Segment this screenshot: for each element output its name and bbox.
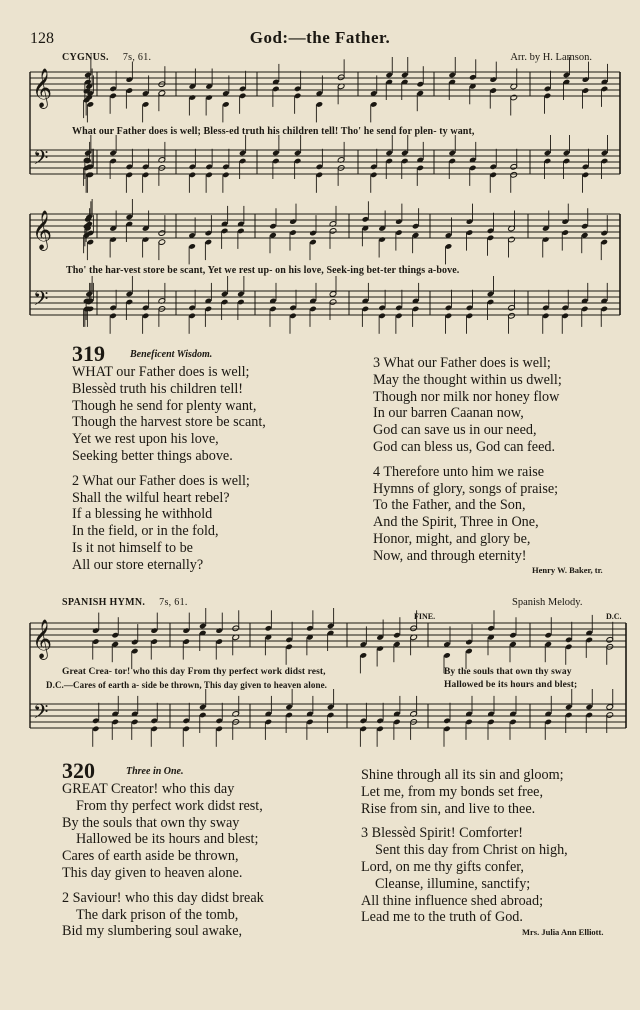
- verse-line: 3 What our Father does is well;: [373, 355, 551, 371]
- verse-line: Rise from sin, and live to thee.: [361, 800, 536, 817]
- verse-line: Honor, might, and glory be,: [373, 530, 531, 547]
- tune-arranger: Arr. by H. Lamson.: [510, 52, 592, 63]
- clef-icon: 𝄞: [32, 68, 53, 108]
- verse-line: Though the harvest store be scant,: [72, 414, 266, 431]
- hymn320-col1: [62, 781, 264, 940]
- hymn319-col2: [373, 355, 562, 565]
- clef-icon: 𝄢: [33, 146, 49, 174]
- tune2-lyrics-right1: By the souls that own thy sway: [444, 667, 572, 677]
- tune-source: Spanish Melody.: [512, 597, 583, 608]
- verse-line: All our store eternally?: [72, 556, 204, 573]
- verse-line: God can bless us, God can feed.: [373, 438, 556, 455]
- verse-line: Lead me to the truth of God.: [361, 909, 523, 926]
- verse-line: [62, 882, 264, 890]
- verse-line: The dark prison of the tomb,: [76, 906, 239, 923]
- hymn-title-320: Three in One.: [126, 766, 184, 777]
- tune-meter: 7s, 61.: [122, 52, 152, 63]
- clef-icon: 𝄢: [33, 287, 49, 315]
- page-number: 128: [30, 30, 54, 47]
- fine-mark: FINE.: [414, 612, 436, 621]
- verse-line: [373, 456, 562, 464]
- verse-line: Seeking better things above.: [72, 447, 233, 464]
- verse-line: All thine influence shed abroad;: [361, 892, 544, 909]
- hymn320-author: Mrs. Julia Ann Elliott.: [522, 927, 604, 937]
- hymn-number-319: 319: [72, 341, 105, 366]
- verse-line: Lord, on me thy gifts confer,: [361, 858, 524, 875]
- verse-line: And the Spirit, Three in One,: [373, 514, 539, 531]
- clef-icon: 𝄞: [32, 619, 53, 659]
- verse-line: This day given to heaven alone.: [62, 864, 243, 881]
- verse-line: WHAT our Father does is well;: [72, 364, 250, 380]
- verse-line: Blessèd truth his children tell!: [72, 380, 244, 397]
- tune1-lyrics-line1: What our Father does is well; Bless-ed truth his children tell! Tho' he send for plen- ty want,: [72, 126, 475, 137]
- clef-icon: 𝄞: [32, 210, 53, 250]
- verse-line: 3 Blessèd Spirit! Comforter!: [361, 825, 523, 842]
- tune-name-spanish-hymn: [62, 597, 188, 608]
- verse-line: By the souls that own thy sway: [62, 814, 240, 831]
- tune2-lyrics-right2: Hallowed be its hours and blest;: [444, 680, 578, 690]
- dc-prefix: D.C.—: [46, 680, 73, 690]
- verse-line: Bid my slumbering soul awake,: [62, 923, 243, 940]
- verse-line: God can save us in our need,: [373, 422, 537, 439]
- verse-line: Shall the wilful heart rebel?: [72, 489, 230, 506]
- verse-line: Though he send for plenty want,: [72, 397, 257, 414]
- verse-line: 2 Saviour! who this day didst break: [62, 889, 264, 906]
- tune-name: CYGNUS.: [62, 52, 109, 63]
- hymn-number-320: 320: [62, 758, 95, 783]
- verse-line: 2 What our Father does is well;: [72, 472, 250, 489]
- dc-mark: D.C.: [606, 612, 622, 621]
- verse-line: 4 Therefore unto him we raise: [373, 463, 545, 480]
- verse-line: In the field, or in the fold,: [72, 523, 219, 540]
- hymn319-author: Henry W. Baker, tr.: [532, 565, 603, 575]
- tune1-lyrics-line2: Tho' the har-vest store be scant, Yet we rest up- on his love, Seek-ing bet-ter things a-bove.: [66, 265, 460, 276]
- verse-line: Now, and through eternity!: [373, 547, 527, 564]
- verse-line: May the thought within us dwell;: [373, 371, 562, 388]
- tune2-lyrics-line1: Great Crea- tor! who this day From thy perfect work didst rest,: [62, 667, 326, 677]
- hymn319-col1: [72, 364, 266, 574]
- hymn-title-319: Beneficent Wisdom.: [130, 349, 213, 360]
- tune-meter: 7s, 61.: [159, 597, 188, 608]
- verse-line: Hallowed be its hours and blest;: [76, 831, 259, 848]
- verse-line: Is it not himself to be: [72, 539, 193, 556]
- verse-line: GREAT Creator! who this day: [62, 781, 235, 797]
- tune2-lyrics-line2: [46, 680, 327, 690]
- clef-icon: 𝄢: [33, 700, 49, 728]
- verse-line: Hymns of glory, songs of praise;: [373, 480, 559, 497]
- verse-line: From thy perfect work didst rest,: [76, 797, 263, 814]
- verse-line: Shine through all its sin and gloom;: [361, 767, 564, 783]
- verse-line: Yet we rest upon his love,: [72, 431, 219, 448]
- verse-line: [72, 465, 266, 473]
- hymn320-col2: [361, 767, 568, 926]
- verse-line: Though nor milk nor honey flow: [373, 388, 560, 405]
- verse-line: If a blessing he withhold: [72, 506, 213, 523]
- running-head: God:—the Father.: [249, 28, 391, 47]
- verse-line: Let me, from my bonds set free,: [361, 783, 544, 800]
- verse-line: Sent this day from Christ on high,: [375, 842, 568, 859]
- tune-name: SPANISH HYMN.: [62, 597, 146, 608]
- verse-line: [361, 817, 568, 825]
- verse-line: In our barren Caanan now,: [373, 405, 524, 422]
- verse-line: Cares of earth aside be thrown,: [62, 848, 239, 865]
- verse-line: To the Father, and the Son,: [373, 497, 526, 514]
- tune2-lyrics-line2-text: Cares of earth a- side be thrown, This day given to heaven alone.: [73, 680, 328, 690]
- verse-line: Cleanse, illumine, sanctify;: [375, 875, 531, 892]
